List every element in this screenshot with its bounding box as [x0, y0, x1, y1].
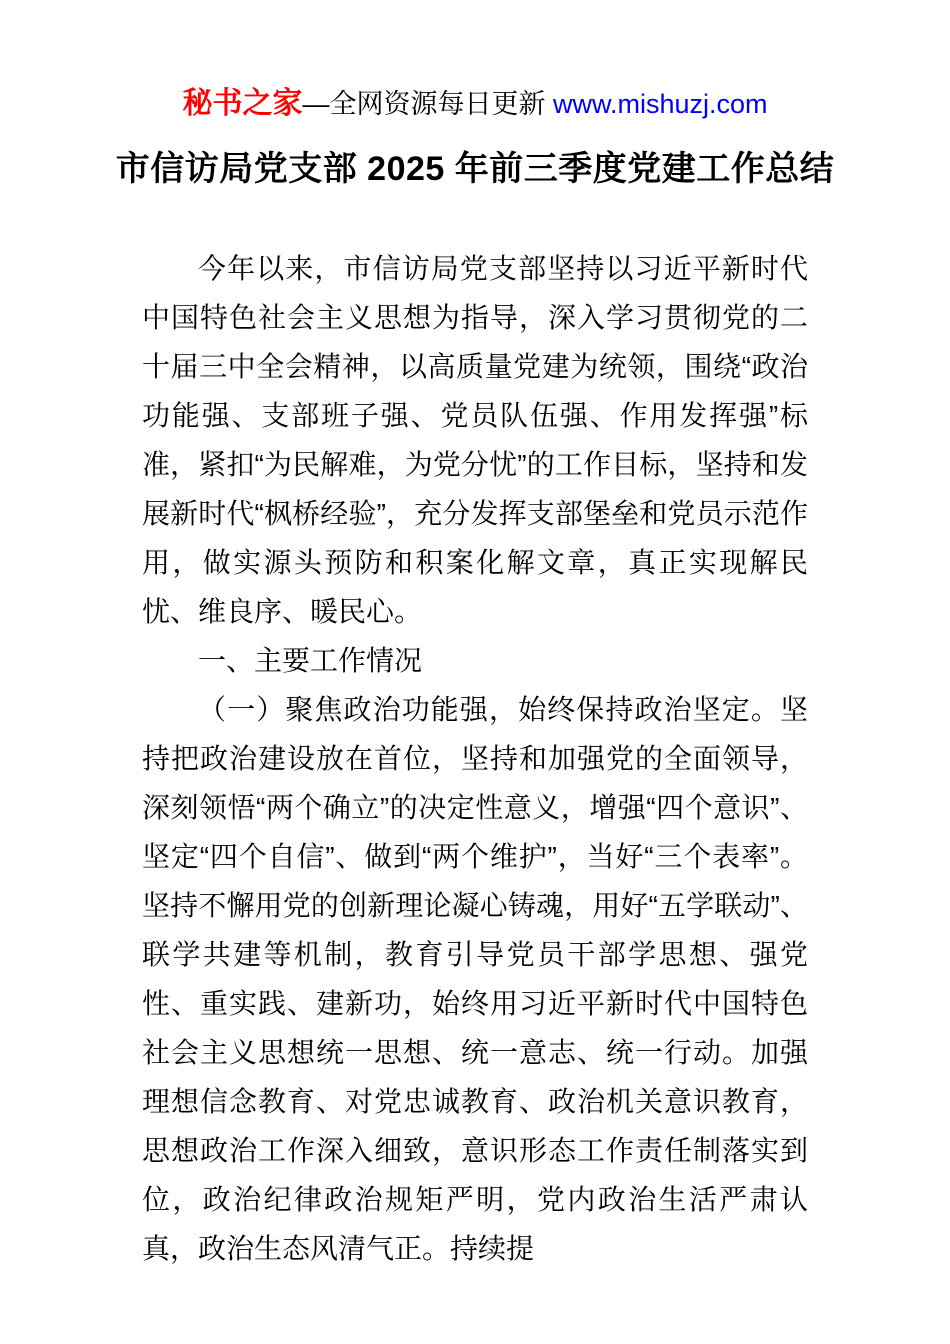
- header-tagline: —全网资源每日更新: [302, 89, 553, 119]
- paragraph-intro: 今年以来，市信访局党支部坚持以习近平新时代中国特色社会主义思想为指导，深入学习贯彻党的二十届三中全会精神，以高质量党建为统领，围绕“政治功能强、支部班子强、党员队伍强、作用发挥强”标准，紧扣“为民解难，为党分忧”的工作目标，坚持和发展新时代“枫桥经验”，充分发挥支部堡垒和党员示范作用，做实源头预防和积案化解文章，真正实现解民忧、维良序、暖民心。: [142, 253, 808, 627]
- site-header: [0, 0, 950, 124]
- brand-text: 秘书之家: [182, 87, 303, 120]
- document-body: [142, 244, 808, 1273]
- document-title: 市信访局党支部 2025 年前三季度党建工作总结: [115, 150, 835, 188]
- section-heading: 一、主要工作情况: [198, 645, 423, 676]
- site-url-link[interactable]: www.mishuzj.com: [552, 89, 768, 119]
- paragraph-section-one: （一）聚焦政治功能强，始终保持政治坚定。坚持把政治建设放在首位，坚持和加强党的全面领导，深刻领悟“两个确立”的决定性意义，增强“四个意识”、坚定“四个自信”、做到“两个维护”，当好“三个表率”。坚持不懈用党的创新理论凝心铸魂，用好“五学联动”、联学共建等机制，教育引导党员干部学思想、强党性、重实践、建新功，始终用习近平新时代中国特色社会主义思想统一思想、统一意志、统一行动。加强理想信念教育、对党忠诚教育、政治机关意识教育，思想政治工作深入细致，意识形态工作责任制落实到位，政治纪律政治规矩严明，党内政治生活严肃认真，政治生态风清气正。持续提: [142, 694, 808, 1264]
